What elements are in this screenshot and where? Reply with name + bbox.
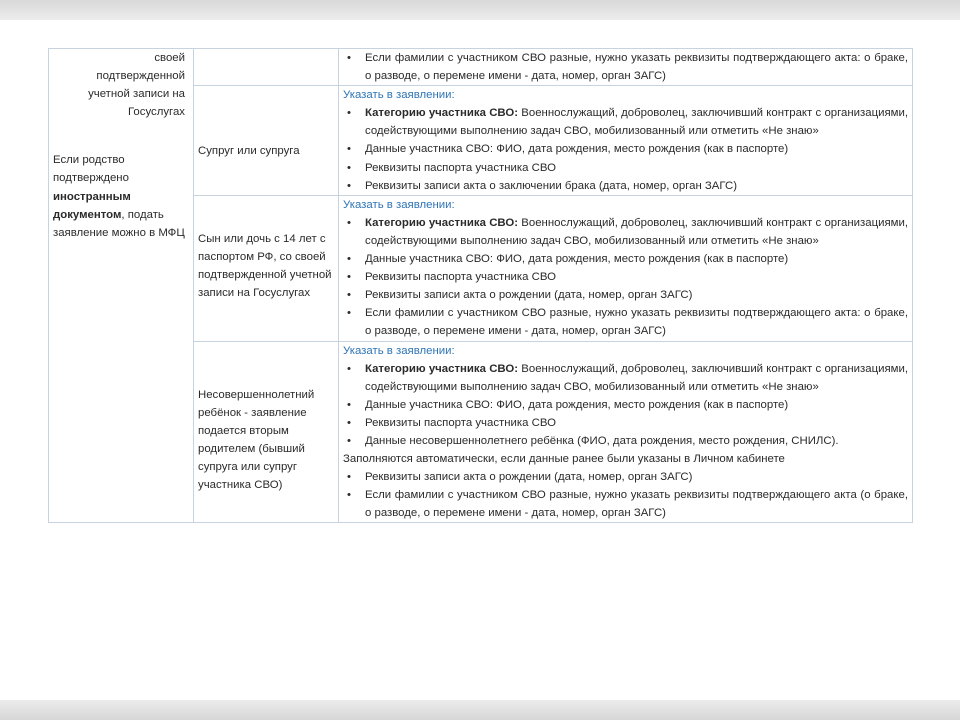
col1-note [53,151,189,241]
applicant-cell [49,49,194,523]
col1-line: Госуслугах [128,106,185,119]
who-label: Сын или дочь с 14 лет с паспортом РФ, со своей подтвержденной учетной записи на Госуслугах [198,232,332,300]
list-item: • Реквизиты записи акта о рождении (дата, номер, орган ЗАГС) [343,468,908,486]
list-item: • Если фамилии с участником СВО разные, нужно указать реквизиты подтверждающего акта (о браке, о разводе, о перемене имени - дата, номер, орган ЗАГС) [343,486,908,522]
details-cell [339,195,913,341]
bullet-list [343,214,908,341]
list-item: • Если фамилии с участником СВО разные, нужно указать реквизиты подтверждающего акта: о браке, о разводе, о перемене имени - дата, номер, орган ЗАГС) [343,304,908,340]
who-cell [194,341,339,523]
col1-top [53,49,189,121]
bullet-list [343,104,908,194]
who-label: Супруг или супруга [198,145,300,158]
col1-line: подтвержденной [96,70,185,83]
who-label: Несовершеннолетний ребёнок - заявление подается вторым родителем (бывший супруга или супруг участника СВО) [198,388,315,491]
section-header: Указать в заявлении: [343,89,455,102]
top-band [0,0,960,20]
who-cell [194,195,339,341]
list-item: • Реквизиты паспорта участника СВО [343,268,908,286]
list-item [343,360,908,396]
list-item: • Реквизиты записи акта о рождении (дата, номер, орган ЗАГС) [343,286,908,304]
list-item: • Реквизиты записи акта о заключении брака (дата, номер, орган ЗАГС) [343,177,908,195]
category-text: Военнослужащий, доброволец, заключивший контракт с организациями, содействующими выполнению задач СВО, мобилизованный или отметить «Не знаю» [365,107,908,138]
details-cell [339,341,913,523]
list-item: • Данные участника СВО: ФИО, дата рождения, место рождения (как в паспорте) [343,140,908,158]
list-item: • Данные участника СВО: ФИО, дата рождения, место рождения (как в паспорте) [343,396,908,414]
details-cell [339,49,913,86]
list-item [343,104,908,140]
list-item: • Если фамилии с участником СВО разные, нужно указать реквизиты подтверждающего акта: о браке, о разводе, о перемене имени - дата, номер, орган ЗАГС) [343,49,908,85]
list-item: • Реквизиты паспорта участника СВО [343,414,908,432]
category-label: Категорию участника СВО: [365,107,519,120]
bottom-band [0,700,960,720]
table-row [49,49,913,86]
category-text: Военнослужащий, доброволец, заключивший контракт с организациями, содействующими выполнению задач СВО, мобилизованный или отметить «Не знаю» [365,362,908,393]
who-cell [194,86,339,196]
section-header: Указать в заявлении: [343,198,455,211]
col1-note-prefix: Если родство подтверждено [53,154,129,185]
who-cell-empty [194,49,339,86]
col1-note-bold: иностранным документом [53,190,131,221]
col1-line: своей [154,52,185,64]
list-item: • Реквизиты паспорта участника СВО [343,159,908,177]
list-item: • Данные участника СВО: ФИО, дата рождения, место рождения (как в паспорте) [343,250,908,268]
category-text: Военнослужащий, доброволец, заключивший контракт с организациями, содействующими выполнению задач СВО, мобилизованный или отметить «Не знаю» [365,216,908,247]
category-label: Категорию участника СВО: [365,362,519,375]
bullet-list [343,49,908,85]
section-header: Указать в заявлении: [343,344,455,357]
autofill-note: Заполняются автоматически, если данные ранее были указаны в Личном кабинете [343,453,785,466]
details-cell [339,86,913,196]
document-slide [0,20,960,700]
category-label: Категорию участника СВО: [365,216,519,229]
list-item: • Данные несовершеннолетнего ребёнка (ФИО, дата рождения, место рождения, СНИЛС). [343,432,908,450]
col1-line: учетной записи на [88,88,185,101]
list-item [343,214,908,250]
col1-note-suffix: , подать заявление можно в МФЦ [53,208,185,239]
bullet-list [343,468,908,522]
requirements-table [48,48,913,523]
bullet-list [343,360,908,450]
